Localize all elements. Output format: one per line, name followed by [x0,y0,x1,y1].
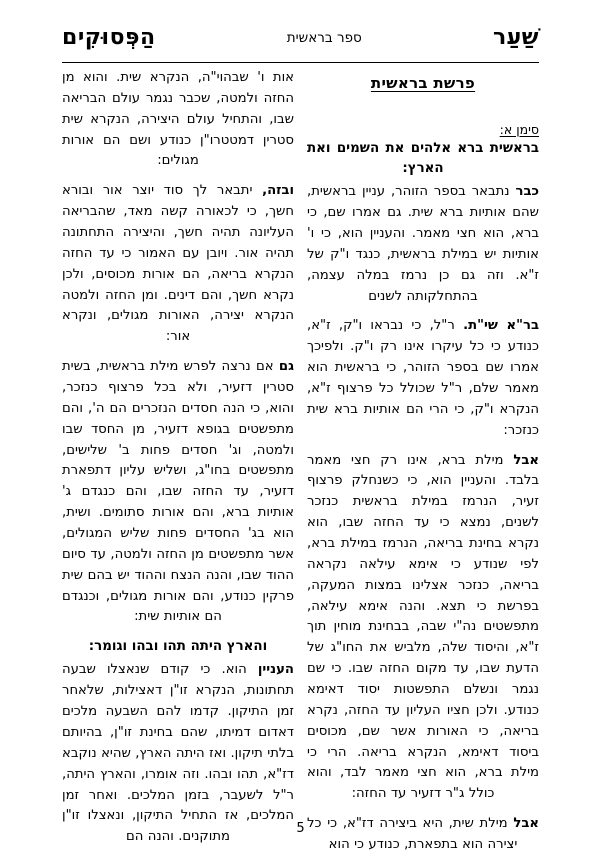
header-left-title: הַפְּסוּקִים [62,25,156,50]
paragraph-lead-word: גם [278,359,294,375]
verse-quote-bereishit: בראשית ברא אלהים את השמים ואת הארץ: [307,141,539,177]
paragraph [62,181,294,348]
left-text-column [62,68,294,848]
page-number: 5 [296,821,305,836]
paragraph-body: יתבאר לך סוד יוצר אור ובורא חשך, כי לכאורה קשה מאד, שהבריאה העליונה תהיה חשך, והיצירה התחתונה תהיה אור. ויובן עם האמור כי עד החזה הנקרא בריאה, הם אורות מכוסים, ולכן נקרא חשך, והם דינים. ומן החזה ולמטה הנקרא יצירה, האורות מגולים, ונקרא אור: [62,183,294,345]
paragraph [62,68,294,172]
paragraph-lead-word: אבל [513,816,539,832]
paragraph-body: הוא. כי קודם שנאצלו שבעה תחתונות, הנקרא זו"ן דאצילות, שלאחר זמן התיקון. קדמו להם השבעה מלכים דאדום דמיתו, שהם בחינת זו"ן, בהיותם בלתי תיקון. ואז היתה הארץ, שהיא נוקבא דז"א, תהו ובהו. וזה אומרו, והארץ היתה, ר"ל לשעבר, בזמן המלכים. ואחר זמן המלכים, אז התחיל התיקון, ונאצלו זו"ן מתוקנים. והנה הם [62,662,294,845]
paragraph-body: אם נרצה לפרש מילת בראשית, בשית סטרין דזעיר, ולא בכל פרצוף כנזכר, והוא, כי הנה חסדים הנזכרים הם ה', והם מתפשטים בגופא דזעיר, מן החסד שבו ולמטה, וג' חסדים פחות ב' שלישים, מתפשטים בחו"ג, ושליש עליון דתפארת דזעיר, עד החזה שבו, והם כנגדם ג' אותיות ברא, והם אורות סתומים. ושית, הוא בג' החסדים פחות שליש המגולים, אשר מתפשטים מן החזה ולמטה, עד סיום ההוד שבו, והנה הנצח וההוד יש בהם שית פרקין כנודע, והם אורות מגולים, וכנגדם הם אותיות שית: [62,359,294,625]
paragraph-lead-word: כבר [515,184,539,200]
two-column-body [62,68,539,852]
paragraph [62,357,294,628]
paragraph-lead-word: העניין [257,662,294,678]
paragraph-lead-word: אבל [513,452,539,468]
paragraph-lead-word: ובזה, [262,183,294,199]
header-right-title: שַׁעַר [492,25,539,50]
paragraph [307,316,539,441]
paragraph-lead-word: בר"א שי"ת. [463,318,539,334]
siman-label: סימן א: [499,122,539,137]
right-text-column [307,68,539,856]
parasha-title: פרשת בראשית [370,74,476,92]
running-header [62,26,539,63]
paragraph [307,182,539,307]
header-book-title: ספר בראשית [286,30,362,46]
paragraph-body: נתבאר בספר הזוהר, עניין בראשית, שהם אותיות ברא שית. גם אמרו שם, כי ברא, הוא חצי מאמר. והעניין הוא, כי ו' אותיות יש במילת בראשית, כנגד ו"ק של ז"א. וזה גם כן נרמז במלה עצמה, בהתחלקותה לשנים [307,184,539,304]
paragraph [307,451,539,806]
verse-quote-vehaaretz: והארץ היתה תהו ובהו וגומר: [88,639,268,655]
paragraph-body: מילת שית, היא ביצירה דז"א, כי כל יצירה הוא בתפארת, כנודע כי הוא [307,816,518,852]
paragraph-body: ר"ל, כי נבראו ו"ק, ז"א, כנודע כי כל עיקרו אינו רק ו"ק. ולפיכך אמרו שם בספר הזוהר, כי בראשית הוא מאמר שלם, ר"ל שכולל כל פרצוף ז"א, הנקרא ו"ק, כי הרי הם אותיות ברא שית כנזכר: [307,318,539,438]
paragraph-body: מילת ברא, אינו רק חצי מאמר בלבד. והעניין הוא, כי כשנחלק פרצוף זעיר, הנרמז במילת בראשית כנזכר לשנים, נמצא כי עד החזה שבו, הוא נקרא בחינת בריאה, הנרמז במילת ברא, לפי שנודע כי אימא עילאה נקראה בריאה, כנזכר אצלינו במצות המעקה, בפרשת כי תצא. והנה אימא עילאה, מתפשטים נה"י שבה, בבחינת מוחין תוך ז"א, והיסוד שלה, מלביש את החו"ג של הדעת שבו, עד מקום החזה שבו. כי שם נגמר ונשלם התפשטות יסוד דאימא כנודע. ולכן חציו העליון עד החזה, נקרא בריאה, כי האורות אשר שם, מכוסים ביסוד דאימא, הנקרא בריאה. הרי כי מילת ברא, הוא חצי מאמר לבד, והוא כולל ג"ר דזעיר עד החזה: [307,452,539,802]
paragraph-body: אות ו' שבהוי"ה, הנקרא שית. והוא מן החזה ולמטה, שכבר נגמר עולם הבריאה שבו, והתחיל עולם היצירה, הנקרא שית סטרין דמטטרו"ן כנודע ושם הם אורות מגולים: [62,70,294,169]
